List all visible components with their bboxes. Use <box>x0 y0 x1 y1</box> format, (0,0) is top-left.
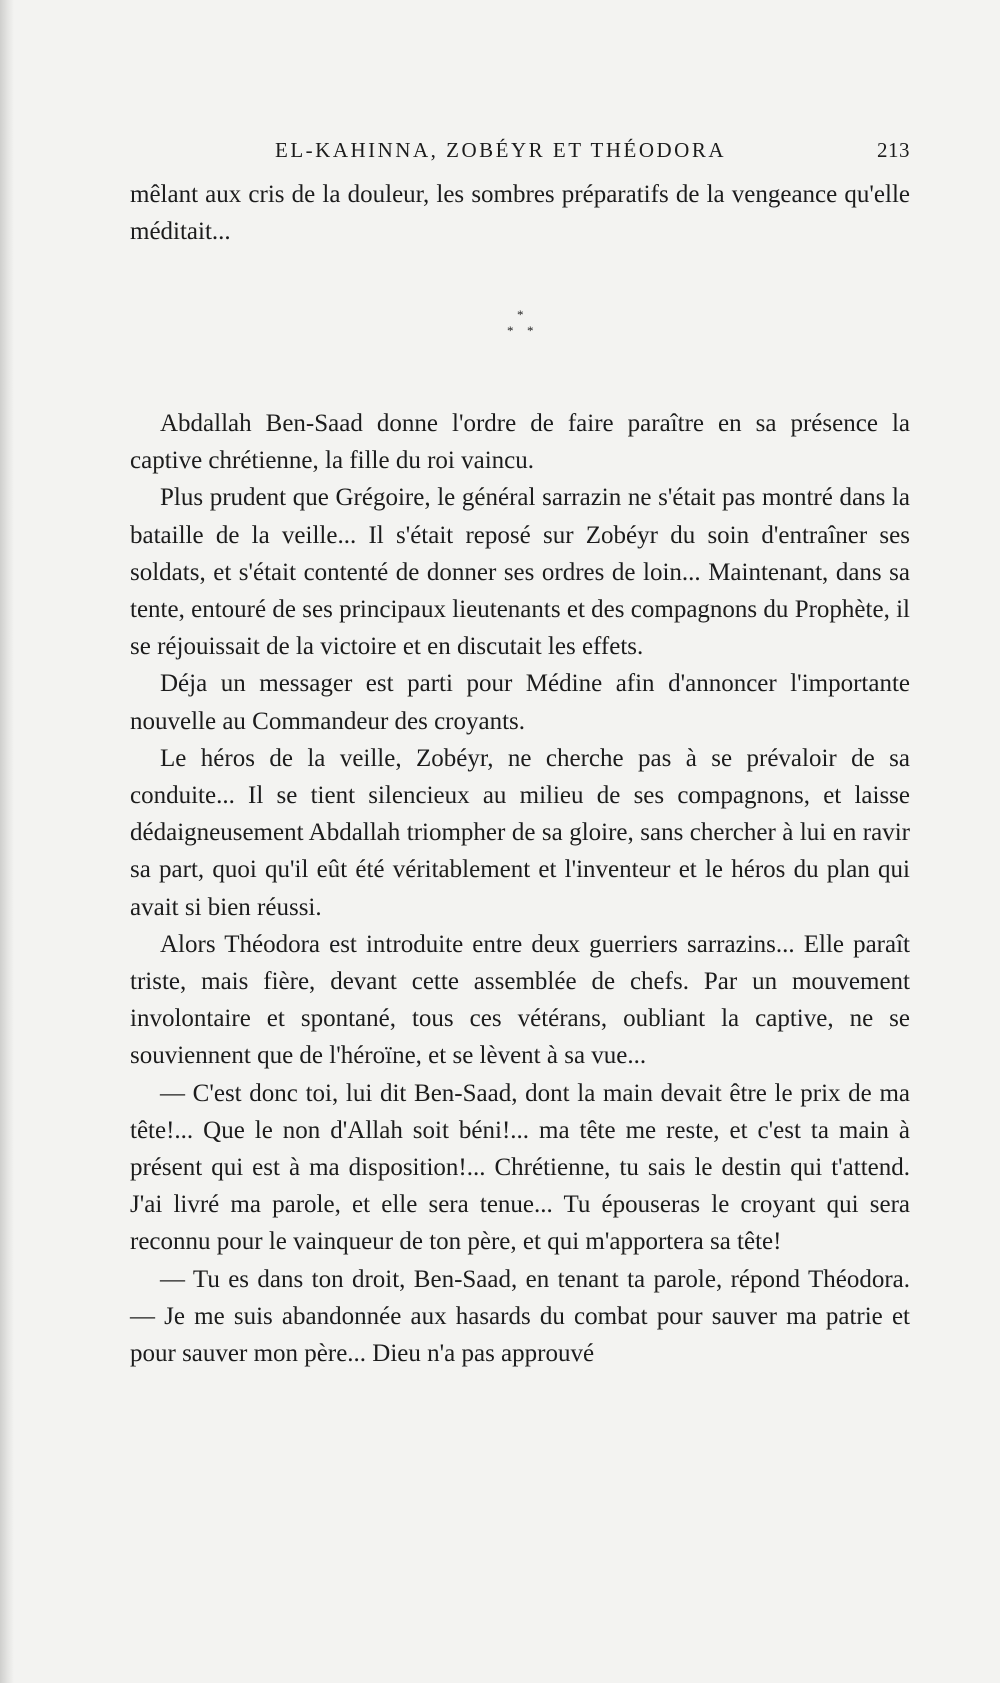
paragraph: Déja un messager est parti pour Médine afin d'annoncer l'importante nouvelle au Commandeur des croyants. <box>130 670 910 735</box>
paragraph: mêlant aux cris de la douleur, les sombres préparatifs de la vengeance qu'elle méditait... <box>130 181 910 246</box>
paragraph: Plus prudent que Grégoire, le général sarrazin ne s'était pas montré dans la bataille de la veille... Il s'était reposé sur Zobéyr du soin d'entraîner ses soldats, et s'était contenté de donner ses ordres de loin... Maintenant, dans sa tente, entouré de ses principaux lieutenants et des compagnons du Prophète, il se réjouissait de la victoire et en discutait les effets. <box>130 484 910 661</box>
paragraph: Le héros de la veille, Zobéyr, ne cherche pas à se prévaloir de sa conduite... Il se tient silencieux au milieu de ses compagnons, et laisse dédaigneusement Abdallah triompher de sa gloire, sans chercher à lui en ravir sa part, quoi qu'il eût été véritablement et l'inventeur et le héros du plan qui avait si bien réussi. <box>130 744 910 921</box>
paragraph: Abdallah Ben-Saad donne l'ordre de faire paraître en sa présence la captive chrétienne, la fille du roi vaincu. <box>130 410 910 475</box>
paragraph: Alors Théodora est introduite entre deux guerriers sarrazins... Elle paraît triste, mais fière, devant cette assemblée de chefs. Par un mouvement involontaire et spontané, tous ces vétérans, oubliant la captive, ne se souviennent que de l'héroïne, et se lèvent à sa vue... <box>130 930 910 1070</box>
text-block-main <box>130 405 910 1372</box>
paragraph: — C'est donc toi, lui dit Ben-Saad, dont la main devait être le prix de ma tête!... Que le non d'Allah soit béni!... ma tête me reste, et c'est ta main à présent qui est à ma disposition!... Chrétienne, tu sais le destin qui t'attend. J'ai livré ma parole, et elle sera tenue... Tu épouseras le croyant qui sera reconnu pour le vainqueur de ton père, et qui m'apportera sa tête! <box>130 1079 910 1256</box>
running-title: EL-KAHINNA, ZOBÉYR ET THÉODORA <box>275 138 727 162</box>
page-number: 213 <box>877 138 910 162</box>
running-head <box>130 138 910 170</box>
asterisk: * <box>517 307 524 322</box>
asterisk: * <box>507 323 514 338</box>
asterisk: * <box>527 323 534 338</box>
text-block-top <box>130 176 910 250</box>
paragraph: — Tu es dans ton droit, Ben-Saad, en tenant ta parole, répond Théodora. — Je me suis abandonnée aux hasards du combat pour sauver ma patrie et pour sauver mon père... Dieu n'a pas approuvé <box>130 1265 910 1368</box>
page-gutter-shadow <box>0 0 14 1683</box>
section-break-asterism <box>505 308 545 342</box>
